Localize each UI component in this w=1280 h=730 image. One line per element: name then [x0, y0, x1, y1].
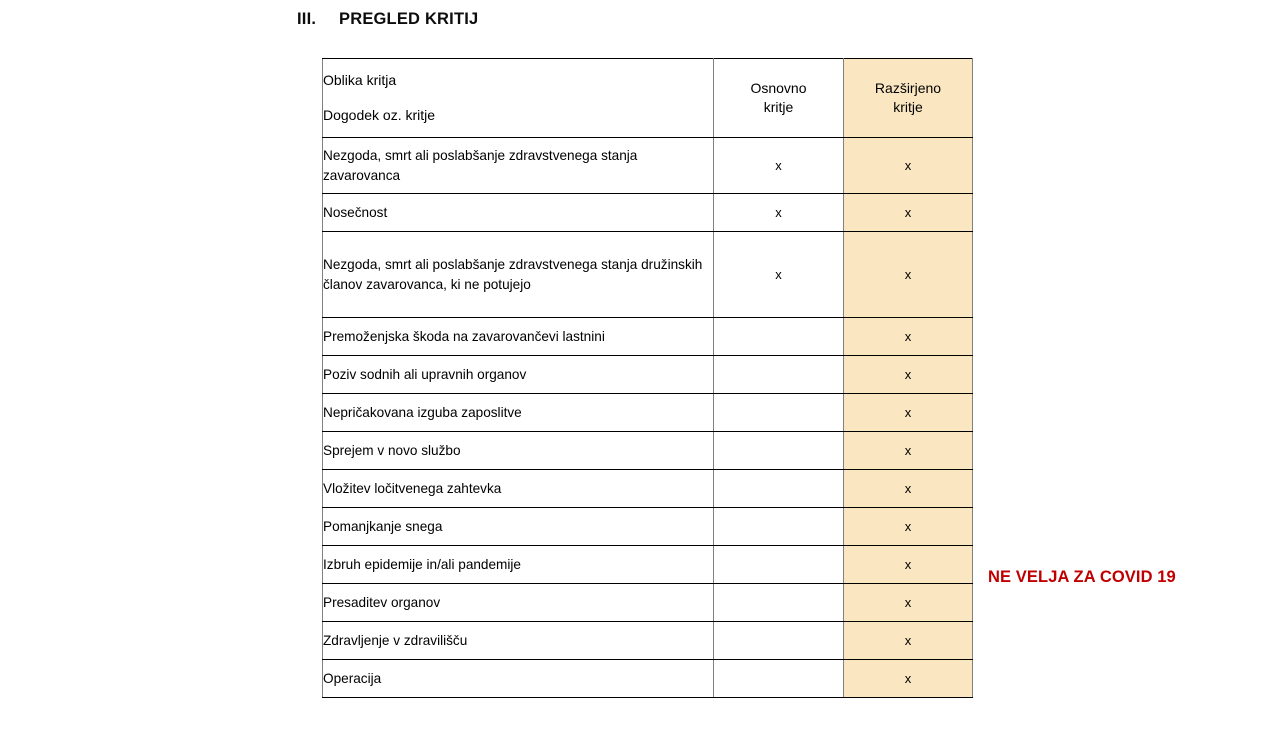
row-label: Zdravljenje v zdravilišču	[323, 622, 714, 660]
extended-coverage-mark: x	[844, 584, 973, 622]
basic-coverage-mark: x	[714, 232, 844, 318]
table-row	[323, 232, 973, 318]
extended-coverage-mark: x	[844, 394, 973, 432]
extended-coverage-mark: x	[844, 432, 973, 470]
extended-coverage-mark: x	[844, 660, 973, 698]
extended-coverage-mark: x	[844, 546, 973, 584]
row-label: Operacija	[323, 660, 714, 698]
table-row	[323, 356, 973, 394]
row-label: Nosečnost	[323, 194, 714, 232]
page-title-text: PREGLED KRITIJ	[339, 10, 479, 28]
page-title	[297, 10, 478, 29]
row-label: Premoženjska škoda na zavarovančevi lastnini	[323, 318, 714, 356]
covid-exclusion-annotation: NE VELJA ZA COVID 19	[988, 568, 1176, 586]
row-label: Nezgoda, smrt ali poslabšanje zdravstvenega stanja družinskih članov zavarovanca, ki ne potujejo	[323, 232, 714, 318]
basic-coverage-mark	[714, 660, 844, 698]
table-row	[323, 622, 973, 660]
row-label: Izbruh epidemije in/ali pandemije	[323, 546, 714, 584]
column-header-extended-coverage	[844, 59, 973, 138]
extended-coverage-line-1: Razširjeno	[874, 80, 942, 97]
coverage-overview-table	[322, 58, 973, 698]
table-row	[323, 584, 973, 622]
table-row	[323, 138, 973, 194]
basic-coverage-mark	[714, 356, 844, 394]
basic-coverage-mark	[714, 546, 844, 584]
basic-coverage-mark	[714, 584, 844, 622]
table-header	[323, 59, 973, 138]
table-header-row	[323, 59, 973, 138]
basic-coverage-mark	[714, 432, 844, 470]
basic-coverage-mark	[714, 470, 844, 508]
table-row	[323, 432, 973, 470]
row-label: Sprejem v novo službo	[323, 432, 714, 470]
basic-coverage-mark	[714, 394, 844, 432]
extended-coverage-mark: x	[844, 470, 973, 508]
page-title-numeral: III.	[297, 10, 317, 28]
table-row	[323, 546, 973, 584]
column-header-basic-coverage	[714, 59, 844, 138]
table-row	[323, 508, 973, 546]
basic-coverage-mark	[714, 508, 844, 546]
row-label: Nepričakovana izguba zaposlitve	[323, 394, 714, 432]
basic-coverage-mark	[714, 318, 844, 356]
extended-coverage-mark: x	[844, 138, 973, 194]
row-label: Pomanjkanje snega	[323, 508, 714, 546]
table-row	[323, 394, 973, 432]
extended-coverage-line-2: kritje	[893, 99, 923, 115]
basic-coverage-line-1: Osnovno	[750, 80, 807, 97]
column-header-line-1: Oblika kritja	[323, 72, 397, 89]
basic-coverage-mark	[714, 622, 844, 660]
basic-coverage-mark: x	[714, 138, 844, 194]
extended-coverage-mark: x	[844, 356, 973, 394]
row-label: Vložitev ločitvenega zahtevka	[323, 470, 714, 508]
extended-coverage-mark: x	[844, 622, 973, 660]
column-header-coverage-type	[323, 59, 714, 138]
basic-coverage-mark: x	[714, 194, 844, 232]
column-header-line-2: Dogodek oz. kritje	[323, 107, 436, 123]
extended-coverage-mark: x	[844, 232, 973, 318]
table-row	[323, 194, 973, 232]
basic-coverage-line-2: kritje	[763, 99, 794, 115]
row-label: Nezgoda, smrt ali poslabšanje zdravstvenega stanja zavarovanca	[323, 138, 714, 194]
table-row	[323, 318, 973, 356]
extended-coverage-mark: x	[844, 508, 973, 546]
row-label: Presaditev organov	[323, 584, 714, 622]
table-row	[323, 660, 973, 698]
table-row	[323, 470, 973, 508]
extended-coverage-mark: x	[844, 194, 973, 232]
row-label: Poziv sodnih ali upravnih organov	[323, 356, 714, 394]
table-body	[323, 138, 973, 698]
extended-coverage-mark: x	[844, 318, 973, 356]
